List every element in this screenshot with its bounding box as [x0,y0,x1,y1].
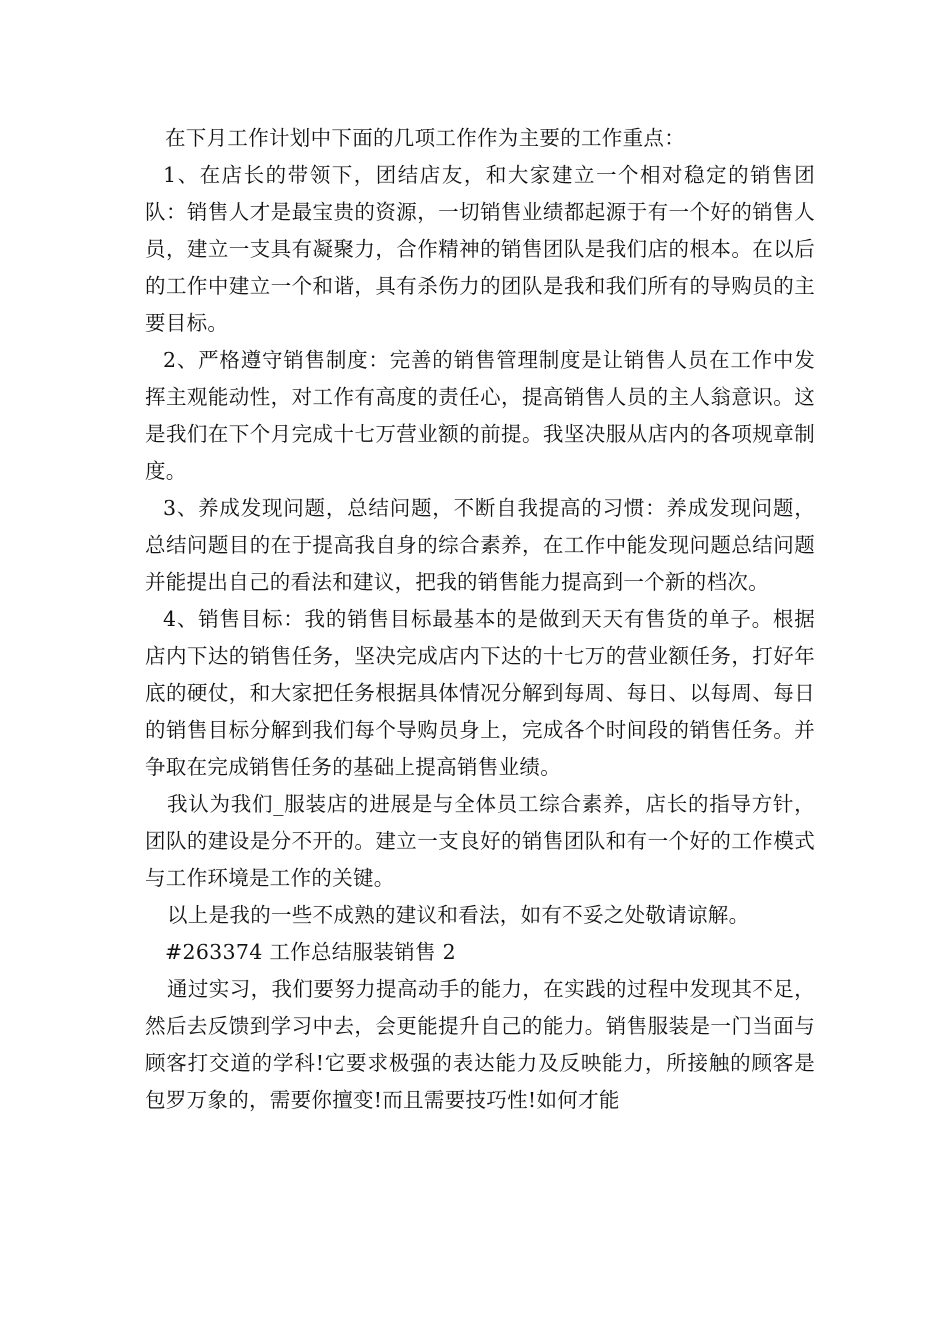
document-body [145,120,815,1119]
item-1-paragraph: 1、在店长的带领下，团结店友，和大家建立一个相对稳定的销售团队：销售人才是最宝贵的资源，一切销售业绩都起源于有一个好的销售人员，建立一支具有凝聚力，合作精神的销售团队是我们店的根本。在以后的工作中建立一个和谐，具有杀伤力的团队是我和我们所有的导购员的主要目标。 [145,163,815,335]
item-2-paragraph: 2、严格遵守销售制度：完善的销售管理制度是让销售人员在工作中发挥主观能动性，对工作有高度的责任心，提高销售人员的主人翁意识。这是我们在下个月完成十七万营业额的前提。我坚决服从店内的各项规章制度。 [145,348,815,483]
section-heading: #263374 工作总结服装销售 2 [165,940,456,964]
item-3-paragraph: 3、养成发现问题，总结问题，不断自我提高的习惯：养成发现问题，总结问题目的在于提高我自身的综合素养，在工作中能发现问题总结问题并能提出自己的看法和建议，把我的销售能力提高到一个新的档次。 [145,496,815,594]
conclusion-paragraph: 以上是我的一些不成熟的建议和看法，如有不妥之处敬请谅解。 [167,903,750,927]
reflection-paragraph: 我认为我们_服装店的进展是与全体员工综合素养，店长的指导方针，团队的建设是分不开的。建立一支良好的销售团队和有一个好的工作模式与工作环境是工作的关键。 [145,792,815,890]
intro-paragraph: 在下月工作计划中下面的几项工作作为主要的工作重点： [165,126,685,150]
closing-paragraph: 通过实习，我们要努力提高动手的能力，在实践的过程中发现其不足，然后去反馈到学习中去，会更能提升自己的能力。销售服装是一门当面与顾客打交道的学科!它要求极强的表达能力及反映能力，所接触的顾客是包罗万象的，需要你擅变!而且需要技巧性!如何才能 [145,977,815,1112]
item-4-paragraph: 4、销售目标：我的销售目标最基本的是做到天天有售货的单子。根据店内下达的销售任务，坚决完成店内下达的十七万的营业额任务，打好年底的硬仗，和大家把任务根据具体情况分解到每周、每日、以每周、每日的销售目标分解到我们每个导购员身上，完成各个时间段的销售任务。并争取在完成销售任务的基础上提高销售业绩。 [145,607,815,779]
